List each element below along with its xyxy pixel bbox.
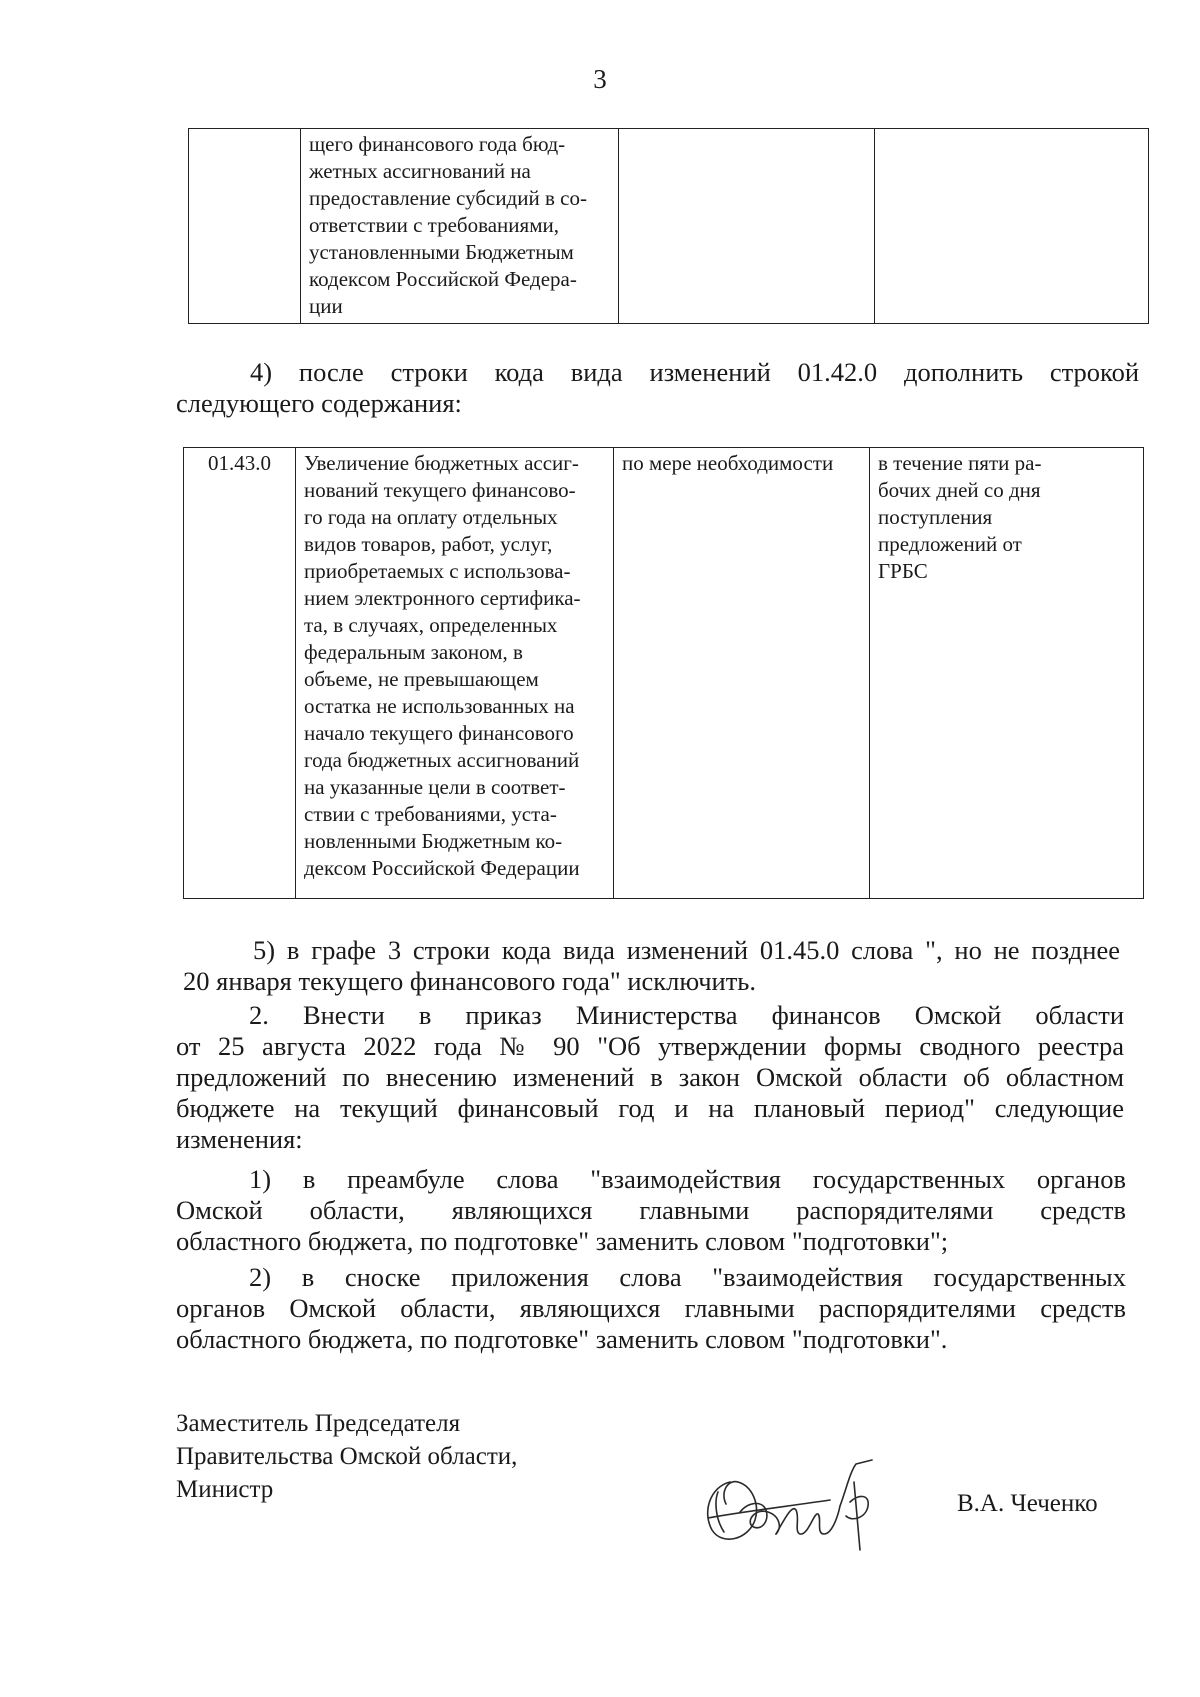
table-new-row — [183, 447, 1144, 899]
signatory-title — [176, 1407, 517, 1506]
description-line: ствии с требованиями, уста- — [304, 802, 557, 826]
item-4-line: следующего содержания: — [176, 388, 462, 418]
table-row — [189, 129, 1149, 324]
description-cell — [296, 448, 614, 899]
code-cell: 01.43.0 — [184, 448, 296, 899]
table-row — [184, 448, 1144, 899]
signatory-line: Заместитель Председателя — [176, 1410, 461, 1437]
section-2-line: от 25 августа 2022 года № 90 "Об утверждении формы сводного реестра — [176, 1031, 1124, 1061]
table-continuation — [188, 128, 1149, 324]
signatory-line: Министр — [176, 1476, 274, 1503]
section-2-line: изменения: — [176, 1124, 303, 1154]
item-5-paragraph — [183, 935, 1120, 997]
sub-item-1-line: 1) в преамбуле слова "взаимодействия государственных органов — [249, 1164, 1126, 1194]
signer-name: В.А. Чеченко — [957, 1490, 1098, 1517]
description-line: щего финансового года бюд- — [309, 132, 566, 156]
section-2-paragraph — [176, 1000, 1124, 1155]
description-line: видов товаров, работ, услуг, — [304, 532, 553, 556]
sub-item-1-line: областного бюджета, по подготовке" заменить словом "подготовки"; — [176, 1226, 949, 1256]
description-line: Увеличение бюджетных ассиг- — [304, 451, 579, 475]
item-5-line: 5) в графе 3 строки кода вида изменений 01.45.0 слова ", но не позднее — [253, 935, 1120, 965]
sub-item-1-line: Омской области, являющихся главными распорядителями средств — [176, 1195, 1126, 1225]
description-cell — [301, 129, 619, 324]
frequency-cell — [619, 129, 875, 324]
deadline-line: поступления — [878, 505, 993, 529]
deadline-line: предложений от — [878, 532, 1022, 556]
description-line: объеме, не превышающем — [304, 667, 539, 691]
description-line: федеральным законом, в — [304, 640, 523, 664]
deadline-cell — [875, 129, 1149, 324]
description-line: ответствии с требованиями, — [309, 213, 559, 237]
deadline-cell — [870, 448, 1144, 899]
section-2-line: предложений по внесению изменений в закон Омской области об областном — [176, 1062, 1124, 1092]
code-cell — [189, 129, 301, 324]
description-line: ции — [309, 294, 343, 318]
sub-item-1-paragraph — [176, 1164, 1126, 1257]
description-line: дексом Российской Федерации — [304, 856, 580, 880]
description-line: начало текущего финансового — [304, 721, 574, 745]
deadline-line: бочих дней со дня — [878, 478, 1041, 502]
description-line: установленными Бюджетным — [309, 240, 574, 264]
item-4-line: 4) после строки кода вида изменений 01.42.0 дополнить строкой — [250, 357, 1139, 387]
signatory-line: Правительства Омской области, — [176, 1443, 518, 1470]
handwritten-signature — [700, 1442, 900, 1552]
sub-item-2-line: 2) в сноске приложения слова "взаимодействия государственных — [249, 1262, 1126, 1292]
section-2-line: 2. Внести в приказ Министерства финансов Омской области — [249, 1000, 1124, 1030]
description-line: приобретаемых с использова- — [304, 559, 571, 583]
description-line: предоставление субсидий в со- — [309, 186, 587, 210]
deadline-line: в течение пяти ра- — [878, 451, 1042, 475]
description-line: го года на оплату отдельных — [304, 505, 558, 529]
description-line: кодексом Российской Федера- — [309, 267, 577, 291]
frequency-cell: по мере необходимости — [614, 448, 870, 899]
description-line: на указанные цели в соответ- — [304, 775, 566, 799]
description-line: нием электронного сертифика- — [304, 586, 581, 610]
sub-item-2-paragraph — [176, 1262, 1126, 1355]
item-5-line: 20 января текущего финансового года" исключить. — [183, 966, 756, 996]
page-number: 3 — [593, 64, 607, 94]
sub-item-2-line: областного бюджета, по подготовке" заменить словом "подготовки". — [176, 1324, 948, 1354]
sub-item-2-line: органов Омской области, являющихся главными распорядителями средств — [176, 1293, 1126, 1323]
description-line: остатка не использованных на — [304, 694, 575, 718]
description-line: та, в случаях, определенных — [304, 613, 558, 637]
item-4-paragraph — [176, 357, 1139, 419]
description-line: жетных ассигнований на — [309, 159, 531, 183]
deadline-line: ГРБС — [878, 559, 928, 583]
description-line: новленными Бюджетным ко- — [304, 829, 563, 853]
description-line: нований текущего финансово- — [304, 478, 576, 502]
description-line: года бюджетных ассигнований — [304, 748, 580, 772]
section-2-line: бюджете на текущий финансовый год и на плановый период" следующие — [176, 1093, 1124, 1123]
